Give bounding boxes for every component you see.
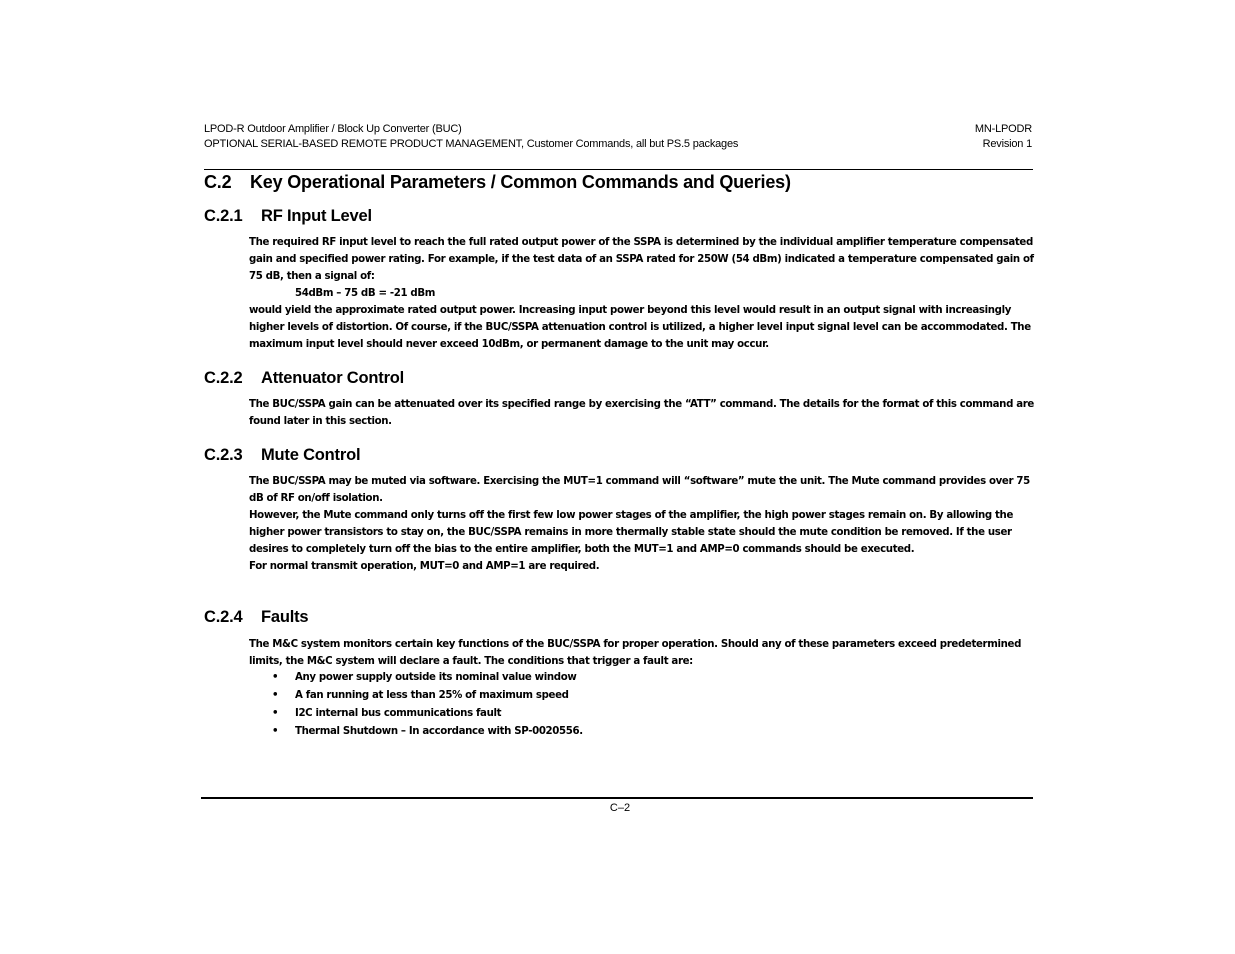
list-item	[272, 705, 583, 723]
bullet-icon: •	[272, 708, 279, 719]
header-revision: Revision 1	[982, 138, 1032, 150]
list-item-text: Any power supply outside its nominal value window	[295, 672, 577, 683]
mute-paragraph-2: However, the Mute command only turns off the first few low power stages of the amplifier, the high power stages remain on. By allowing the higher power transistors to stay on, the BUC/SSPA remains in more thermally stable state should the mute condition be removed. If the user desires to completely turn off the bias to the entire amplifier, both the MUT=1 and AMP=0 commands should be executed.	[249, 510, 1014, 555]
faults-list	[272, 669, 583, 741]
faults-title: Faults	[261, 608, 309, 626]
faults-number: C.2.4	[204, 608, 243, 626]
list-item	[272, 723, 583, 741]
rf-input-title: RF Input Level	[261, 207, 372, 225]
section-heading	[204, 172, 791, 193]
rf-input-paragraph-2: would yield the approximate rated output power. Increasing input power beyond this level would result in an output signal with increasingly higher levels of distortion. Of course, if the BUC/SSPA attenuation control is utilized, a higher level input signal level can be accommodated. The maximum input level should never exceed 10dBm, or permanent damage to the unit may occur.	[249, 305, 1031, 350]
attenuator-number: C.2.2	[204, 369, 243, 387]
list-item	[272, 687, 583, 705]
attenuator-title: Attenuator Control	[261, 369, 405, 387]
rf-input-equation: 54dBm – 75 dB = -21 dBm	[295, 288, 436, 299]
list-item-text: Thermal Shutdown – In accordance with SP-0020556.	[295, 726, 583, 737]
mute-paragraph-1: The BUC/SSPA may be muted via software. Exercising the MUT=1 command will “software” mute the unit. The Mute command provides over 75 dB of RF on/off isolation.	[249, 476, 1030, 504]
page-number: C–2	[609, 802, 631, 814]
attenuator-heading	[204, 369, 404, 388]
header-title-line2: OPTIONAL SERIAL-BASED REMOTE PRODUCT MANAGEMENT, Customer Commands, all but PS.5 packages	[204, 138, 739, 150]
attenuator-body	[249, 396, 1039, 430]
header-title-line1: LPOD-R Outdoor Amplifier / Block Up Converter (BUC)	[204, 123, 462, 135]
list-item-text: A fan running at less than 25% of maximum speed	[295, 690, 569, 701]
mute-paragraph-3: For normal transmit operation, MUT=0 and AMP=1 are required.	[249, 561, 600, 572]
faults-paragraph-1: The M&C system monitors certain key functions of the BUC/SSPA for proper operation. Should any of these parameters exceed predetermined limits, the M&C system will declare a fault. The conditions that trigger a fault are:	[249, 639, 1022, 667]
faults-heading	[204, 608, 308, 627]
mute-heading	[204, 446, 360, 465]
header-doc-number: MN-LPODR	[974, 123, 1032, 135]
section-title: Key Operational Parameters / Common Commands and Queries)	[250, 172, 791, 192]
list-item	[272, 669, 583, 687]
header-divider	[204, 169, 1033, 170]
footer-divider	[201, 797, 1033, 799]
bullet-icon: •	[272, 726, 279, 737]
rf-input-number: C.2.1	[204, 207, 243, 225]
bullet-icon: •	[272, 672, 279, 683]
rf-input-heading	[204, 207, 372, 226]
mute-body	[249, 473, 1039, 575]
section-number: C.2	[204, 172, 232, 192]
page-header	[204, 123, 1032, 157]
list-item-text: I2C internal bus communications fault	[295, 708, 502, 719]
mute-number: C.2.3	[204, 446, 243, 464]
rf-input-paragraph-1: The required RF input level to reach the full rated output power of the SSPA is determined by the individual amplifier temperature compensated gain and specified power rating. For example, if the test data of an SSPA rated for 250W (54 dBm) indicated a temperature compensated gain of 75 dB, then a signal of:	[249, 237, 1034, 282]
faults-body	[249, 636, 1039, 670]
bullet-icon: •	[272, 690, 279, 701]
mute-title: Mute Control	[261, 446, 361, 464]
rf-input-body	[249, 234, 1039, 353]
attenuator-paragraph-1: The BUC/SSPA gain can be attenuated over its specified range by exercising the “ATT” command. The details for the format of this command are found later in this section.	[249, 399, 1034, 427]
